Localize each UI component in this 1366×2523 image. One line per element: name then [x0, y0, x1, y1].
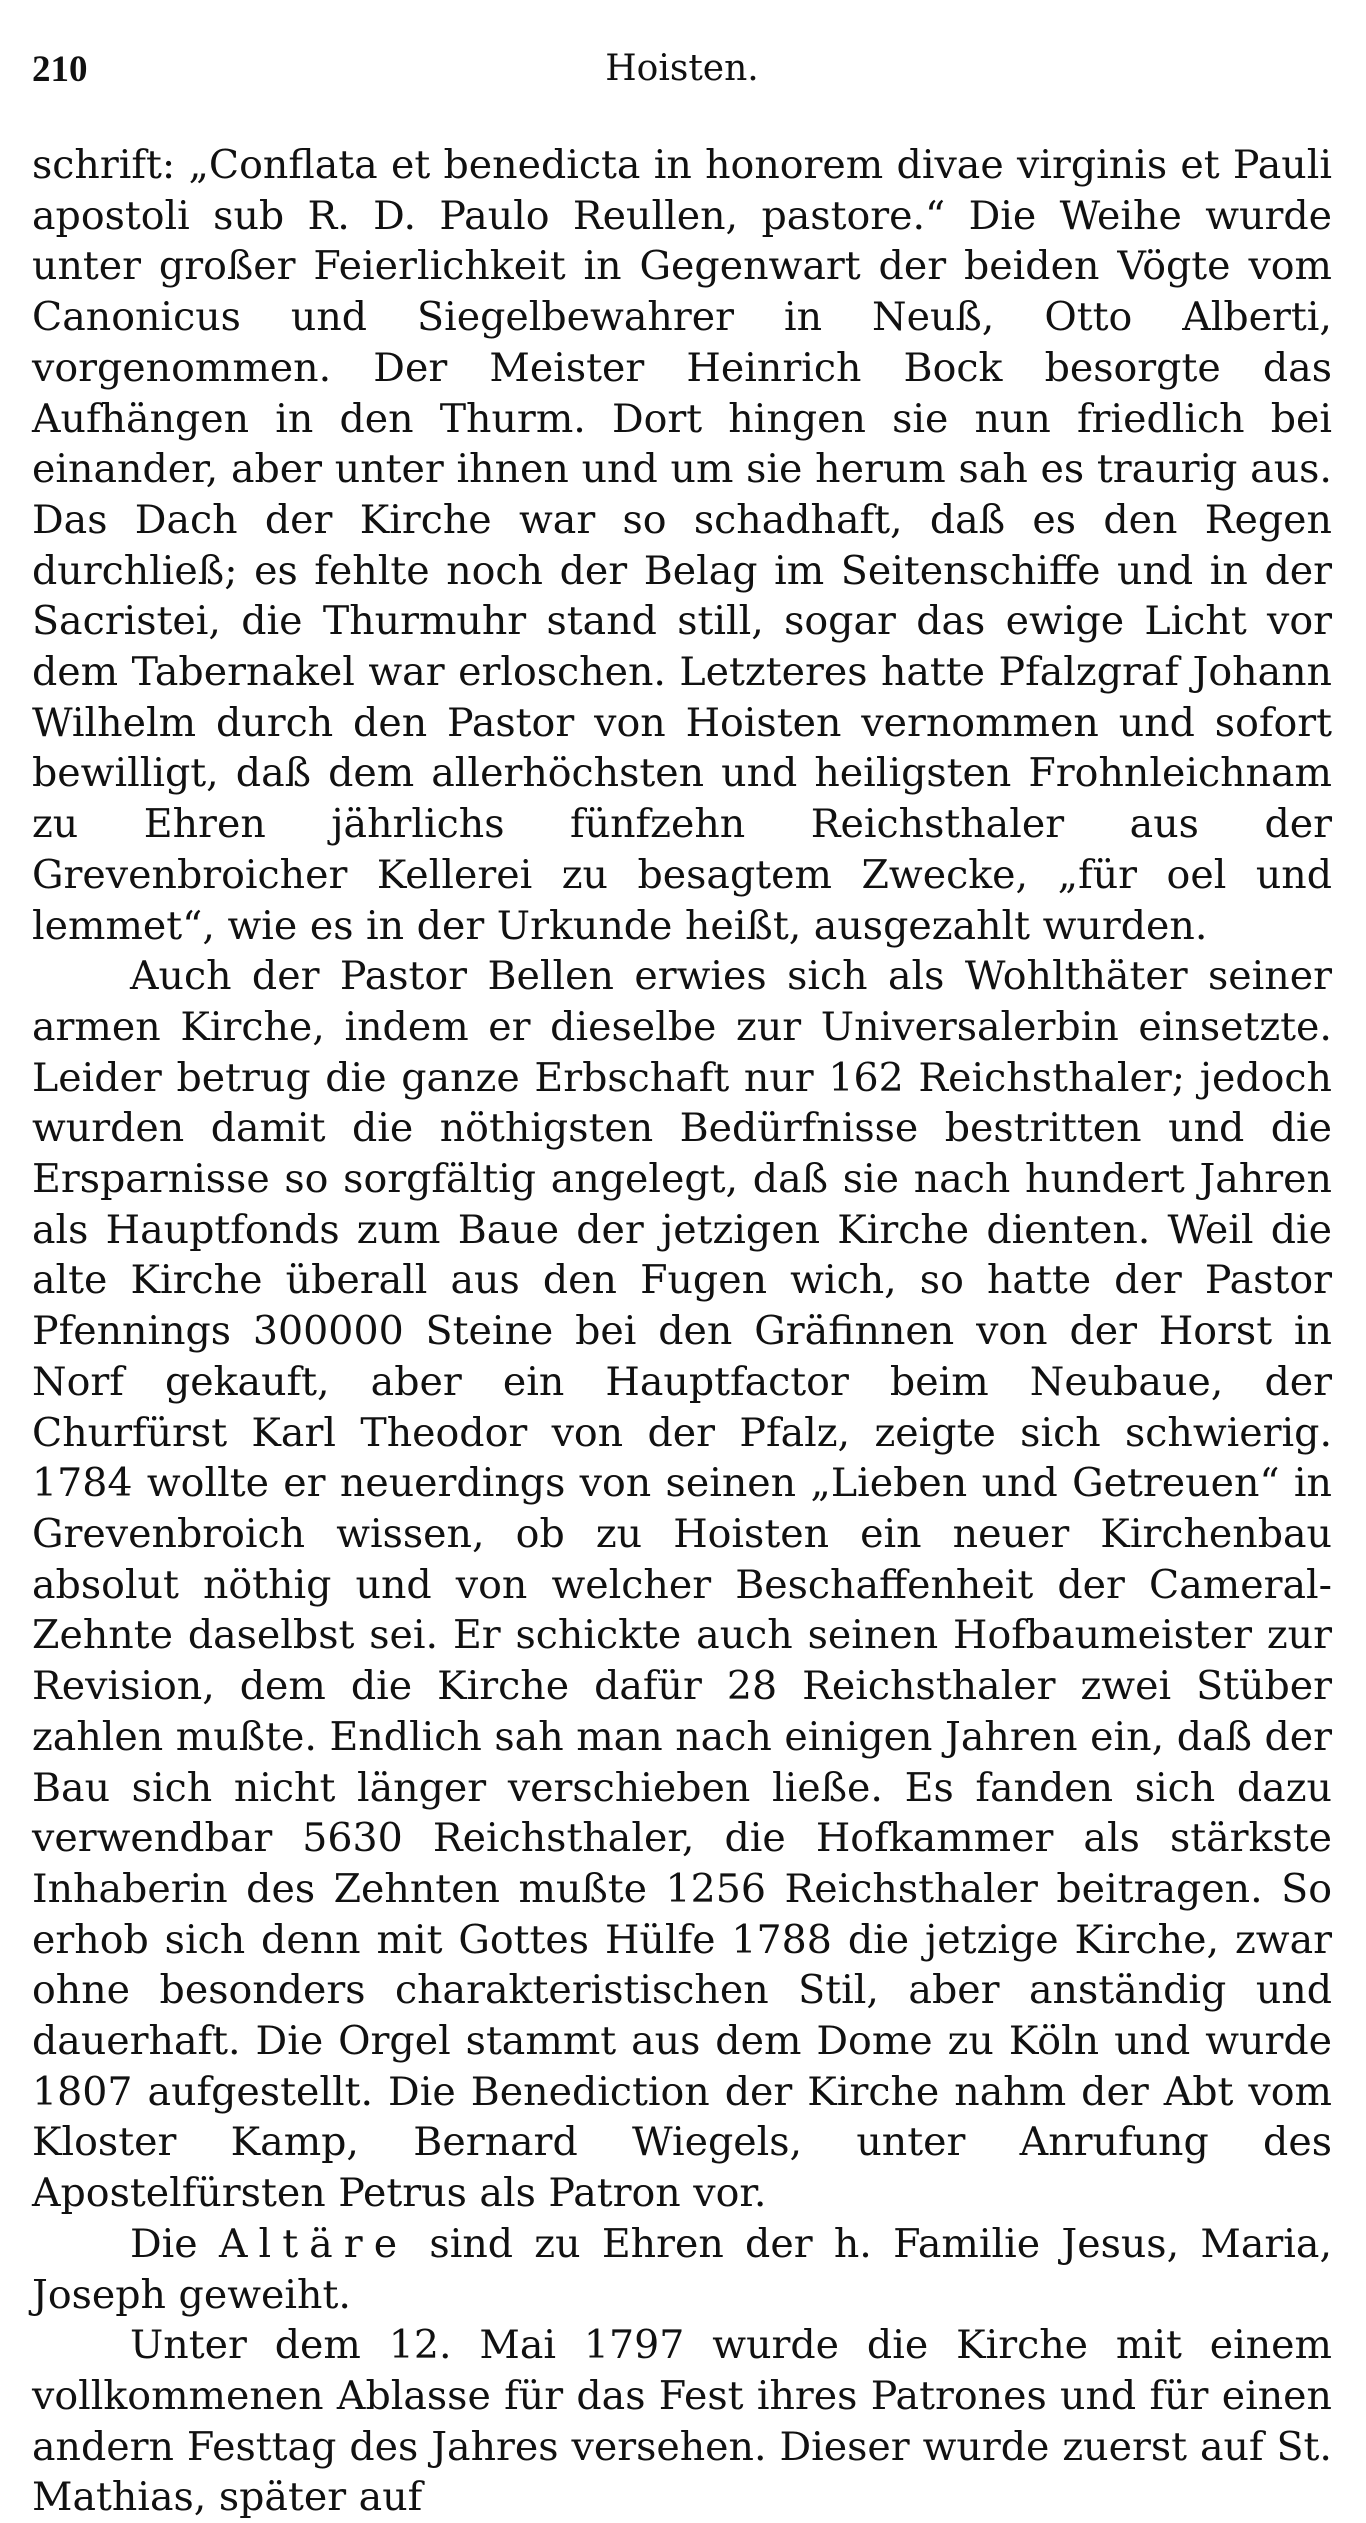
paragraph-church-history: Auch der Pastor Bellen erwies sich als Wohlthäter seiner armen Kirche, indem er dieselbe zur Universalerbin einsetzte. Leider betrug die ganze Erbschaft nur 162 Reichsthaler; jedoch wurden damit die nöthigsten Bedürfnisse bestritten und die Ersparnisse so sorgfältig angelegt, daß sie nach hundert Jahren als Hauptfonds zum Baue der jetzigen Kirche dienten. Weil die alte Kirche überall aus den Fugen wich, so hatte der Pastor Pfennings 300000 Steine bei den Gräfinnen von der Horst in Norf gekauft, aber ein Hauptfactor beim Neubaue, der Churfürst Karl Theodor von der Pfalz, zeigte sich schwierig. 1784 wollte er neuerdings von seinen „Lieben und Getreuen“ in Grevenbroich wissen, ob zu Hoisten ein neuer Kirchenbau absolut nöthig und von welcher Beschaffenheit der Cameral-Zehnte daselbst sei. Er schickte auch seinen Hofbaumeister zur Revision, dem die Kirche dafür 28 Reichsthaler zwei Stüber zahlen mußte. Endlich sah man nach einigen Jahren ein, daß der Bau sich nicht länger verschieben ließe. Es fanden sich dazu verwendbar 5630 Reichsthaler, die Hofkammer als stärkste Inhaberin des Zehnten mußte 1256 Reichsthaler beitragen. So erhob sich denn mit Gottes Hülfe 1788 die jetzige Kirche, zwar ohne besonders charakteristischen Stil, aber anständig und dauerhaft. Die Orgel stammt aus dem Dome zu Köln und wurde 1807 aufgestellt. Die Benediction der Kirche nahm der Abt vom Kloster Kamp, Bernard Wiegels, unter Anrufung des Apostelfürsten Petrus als Patron vor.: [32, 953, 1333, 2217]
paragraph-altars: [32, 2219, 1332, 2320]
paragraph-indulgence: Unter dem 12. Mai 1797 wurde die Kirche mit einem vollkommenen Ablasse für das Fest ihres Patrones und für einen andern Festtag des Jahres versehen. Dieser wurde zuerst auf St. Mathias, später auf: [32, 2322, 1332, 2521]
altars-text-before: Die: [130, 2220, 219, 2267]
altars-text-after: sind zu Ehren der h. Familie Jesus, Maria, Joseph geweiht.: [32, 2220, 1333, 2318]
book-page: [32, 40, 1332, 2523]
page-number: 210: [32, 49, 88, 90]
running-head: [32, 40, 1332, 100]
body-text: [32, 140, 1332, 2523]
running-title: Hoisten.: [605, 48, 759, 89]
altars-emphasis: Altäre: [218, 2220, 409, 2267]
paragraph-bell-consecration: schrift: „Conflata et benedicta in honorem divae virginis et Pauli apostoli sub R. D. Paulo Reullen, pastore.“ Die Weihe wurde unter großer Feierlichkeit in Gegenwart der beiden Vögte vom Canonicus und Siegelbewahrer in Neuß, Otto Alberti, vorgenommen. Der Meister Heinrich Bock besorgte das Aufhängen in den Thurm. Dort hingen sie nun friedlich bei einander, aber unter ihnen und um sie herum sah es traurig aus. Das Dach der Kirche war so schadhaft, daß es den Regen durchließ; es fehlte noch der Belag im Seitenschiffe und in der Sacristei, die Thurmuhr stand still, sogar das ewige Licht vor dem Tabernakel war erloschen. Letzteres hatte Pfalzgraf Johann Wilhelm durch den Pastor von Hoisten vernommen und sofort bewilligt, daß dem allerhöchsten und heiligsten Frohnleichnam zu Ehren jährlichs fünfzehn Reichsthaler aus der Grevenbroicher Kellerei zu besagtem Zwecke, „für oel und lemmet“, wie es in der Urkunde heißt, ausgezahlt wurden.: [32, 142, 1332, 949]
